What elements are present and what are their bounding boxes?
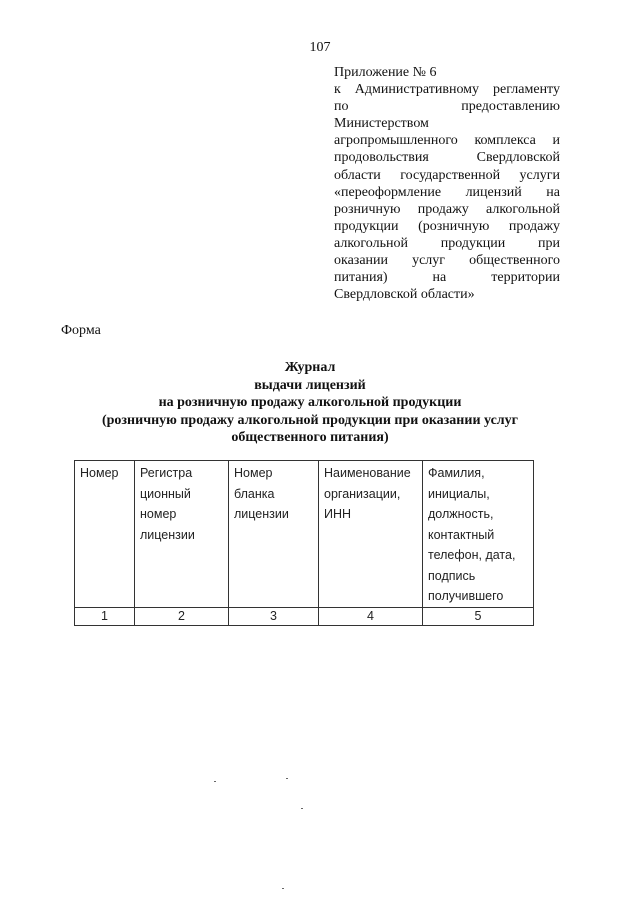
header-cell-recipient bbox=[423, 461, 534, 608]
header-cell-number bbox=[75, 461, 135, 608]
appendix-line: продукции (розничную продажу bbox=[334, 218, 560, 234]
header-text: ИНН bbox=[324, 507, 352, 521]
appendix-line: розничную продажу алкогольной bbox=[334, 201, 560, 217]
header-cell-registration-number bbox=[135, 461, 229, 608]
header-text: лицензии bbox=[140, 527, 195, 542]
appendix-line: алкогольной продукции при bbox=[334, 235, 560, 251]
page-number: 107 bbox=[309, 40, 331, 55]
scan-speck bbox=[282, 888, 284, 889]
header-cell-organization bbox=[319, 461, 423, 608]
appendix-line: агропромышленного комплекса и bbox=[334, 133, 560, 149]
title-line: выдачи лицензий bbox=[254, 377, 366, 393]
title-line: на розничную продажу алкогольной продукции bbox=[158, 395, 462, 410]
header-text: получившего bbox=[428, 589, 504, 603]
appendix-line: Министерством bbox=[334, 116, 429, 132]
journal-title bbox=[60, 359, 560, 447]
header-text: Наименование bbox=[324, 466, 411, 480]
title-line: Журнал bbox=[284, 360, 336, 375]
header-cell-form-number bbox=[229, 461, 319, 608]
appendix-line: Приложение № 6 bbox=[334, 65, 437, 80]
appendix-line: продовольствия Свердловской bbox=[334, 150, 560, 166]
appendix-line: по предоставлению bbox=[334, 99, 560, 115]
appendix-note bbox=[334, 64, 560, 303]
appendix-line: Свердловской области» bbox=[334, 287, 475, 303]
appendix-line: питания) на территории bbox=[334, 270, 560, 286]
column-number-cell: 2 bbox=[135, 607, 229, 625]
column-number-cell: 1 bbox=[75, 607, 135, 625]
header-text: подпись bbox=[428, 568, 476, 583]
table-header-row bbox=[75, 461, 534, 608]
journal-table bbox=[74, 460, 534, 626]
header-text: Номер bbox=[234, 466, 273, 480]
column-number-cell: 4 bbox=[319, 607, 423, 625]
header-text: лицензии bbox=[234, 507, 289, 521]
header-text: контактный bbox=[428, 527, 495, 542]
header-text: Регистра bbox=[140, 466, 193, 480]
title-line: общественного питания) bbox=[231, 430, 389, 445]
header-text: ционный bbox=[140, 486, 191, 501]
column-number-cell: 3 bbox=[229, 607, 319, 625]
column-number-cell: 5 bbox=[423, 607, 534, 625]
header-text: должность, bbox=[428, 507, 494, 521]
header-text: бланка bbox=[234, 486, 275, 501]
title-line: (розничную продажу алкогольной продукции при оказании услуг bbox=[101, 412, 518, 428]
scan-speck bbox=[301, 808, 303, 809]
appendix-line: оказании услуг общественного bbox=[334, 253, 560, 269]
header-text: инициалы, bbox=[428, 486, 490, 501]
appendix-line: к Административному регламенту bbox=[334, 82, 560, 98]
header-text: номер bbox=[140, 507, 177, 521]
header-text: Фамилия, bbox=[428, 466, 485, 480]
form-label: Форма bbox=[61, 323, 101, 338]
appendix-line: области государственной услуги bbox=[334, 167, 560, 183]
appendix-line: «переоформление лицензий на bbox=[334, 184, 560, 200]
scan-speck bbox=[214, 781, 216, 782]
scan-speck bbox=[286, 778, 288, 779]
header-text: организации, bbox=[324, 486, 401, 501]
column-number-row bbox=[75, 607, 534, 625]
header-text: телефон, дата, bbox=[428, 548, 516, 562]
header-text: Номер bbox=[80, 466, 119, 480]
